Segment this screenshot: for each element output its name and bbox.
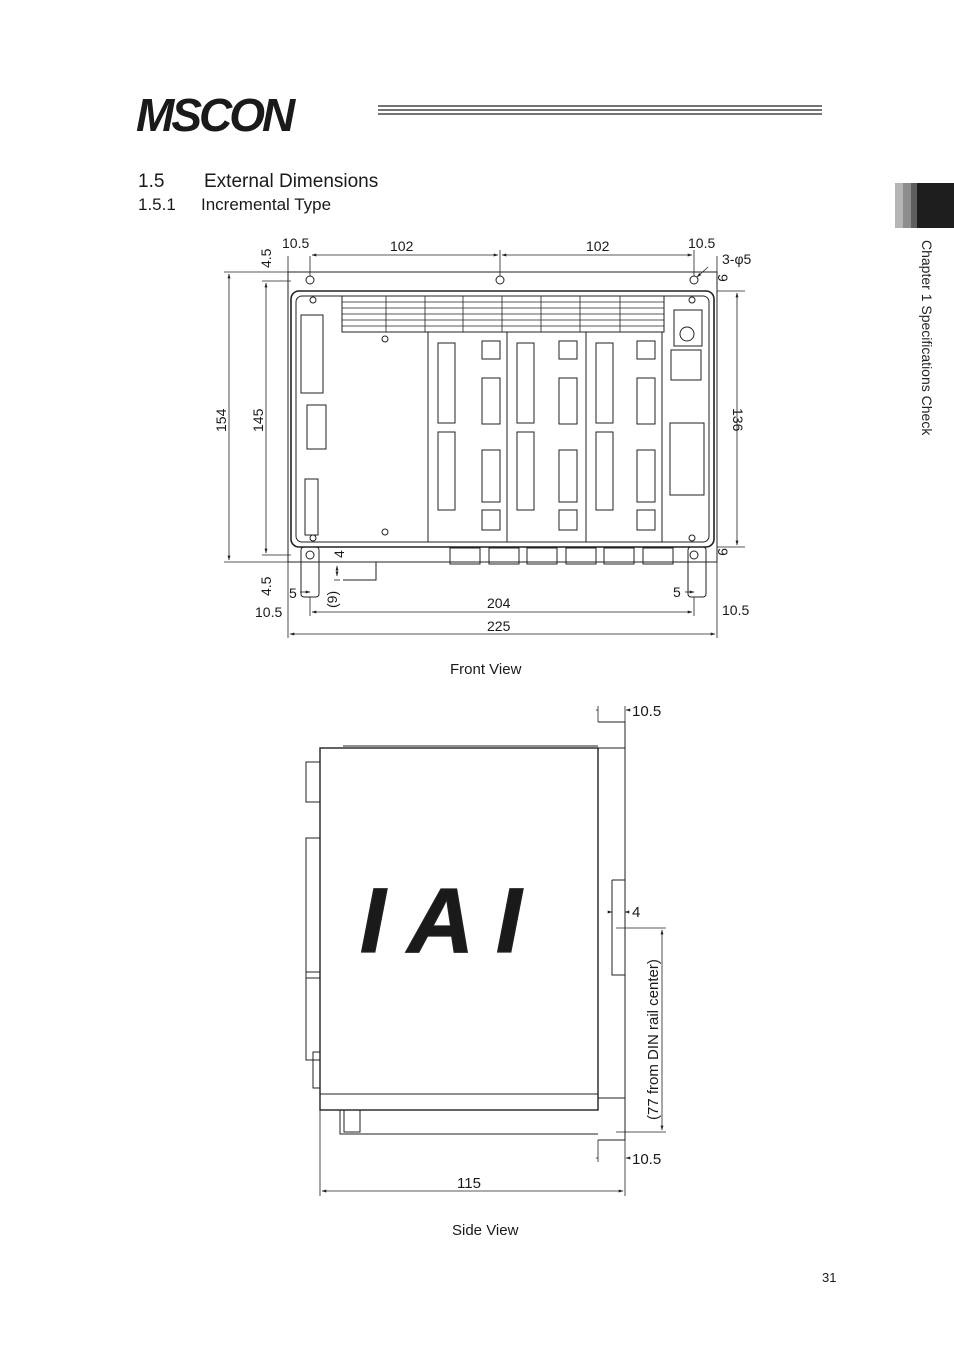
subsection-heading	[138, 195, 331, 215]
header-rule	[378, 104, 822, 116]
control-module-terminal	[671, 350, 701, 380]
side-dim-bottom-flange: 10.5	[632, 1151, 662, 1168]
section-number: 1.5	[138, 171, 165, 192]
power-connector-top	[301, 315, 323, 393]
power-connector-bottom	[305, 479, 318, 535]
right-foot	[688, 547, 706, 597]
front-dim-body-height: 145	[250, 408, 266, 432]
front-dim-overall-height: 154	[213, 408, 229, 432]
front-dim-foot-gap: 4	[331, 550, 347, 558]
front-dim-hole-span: 204	[487, 595, 511, 611]
subsection-title: Incremental Type	[201, 195, 332, 214]
axis-module-3	[596, 341, 655, 530]
logo-text: MSCON	[136, 93, 293, 137]
chapter-side-text: Chapter 1 Specifications Check	[919, 240, 935, 436]
front-dim-foot-depth: (9)	[324, 590, 340, 608]
front-view-caption: Front View	[450, 661, 522, 678]
mscon-logo	[136, 93, 370, 137]
chapter-tab-bars	[895, 183, 954, 228]
front-dim-top-left: 10.5	[282, 235, 310, 251]
section-heading	[138, 171, 378, 193]
side-view-caption: Side View	[452, 1222, 519, 1239]
side-dim-din-gap: 4	[632, 904, 641, 921]
front-dim-bottom-margin: 4.5	[258, 576, 274, 596]
front-dim-right-top-gap: 9	[715, 274, 731, 282]
control-module-connector	[670, 423, 704, 495]
front-dim-top-right: 10.5	[688, 235, 716, 251]
front-dim-pitch-1: 102	[390, 238, 414, 254]
chapter-side-label	[918, 240, 938, 470]
page-number: 31	[822, 1270, 837, 1285]
front-dim-right-height: 136	[730, 408, 746, 432]
front-dim-pitch-2: 102	[586, 238, 610, 254]
side-view-drawing	[290, 698, 680, 1198]
side-dim-top-flange: 10.5	[632, 703, 662, 720]
din-rail-clip	[612, 880, 625, 975]
side-view-brand: IAI	[360, 870, 544, 972]
subsection-number: 1.5.1	[138, 195, 176, 214]
side-dim-din-note: (77 from DIN rail center)	[645, 959, 662, 1120]
front-dim-right-bottom-gap: 9	[715, 548, 731, 556]
front-dim-left-foot: 5	[289, 585, 297, 601]
power-switch	[307, 405, 326, 449]
front-dim-bottom-right: 10.5	[722, 602, 750, 618]
side-dim-overall-depth: 115	[457, 1175, 481, 1192]
axis-module-2	[517, 341, 577, 530]
mounting-plate-outline	[288, 272, 717, 562]
left-foot	[301, 547, 319, 597]
front-dim-overall-width: 225	[487, 618, 511, 634]
axis-module-1	[438, 341, 500, 530]
front-view-drawing	[200, 228, 770, 648]
front-dim-top-margin: 4.5	[258, 248, 274, 268]
controller-body-outline	[291, 291, 714, 547]
front-dim-bottom-left: 10.5	[255, 604, 283, 620]
front-dim-hole-spec: 3-φ5	[722, 251, 752, 267]
section-title: External Dimensions	[204, 171, 379, 192]
front-dim-right-foot: 5	[673, 584, 681, 600]
